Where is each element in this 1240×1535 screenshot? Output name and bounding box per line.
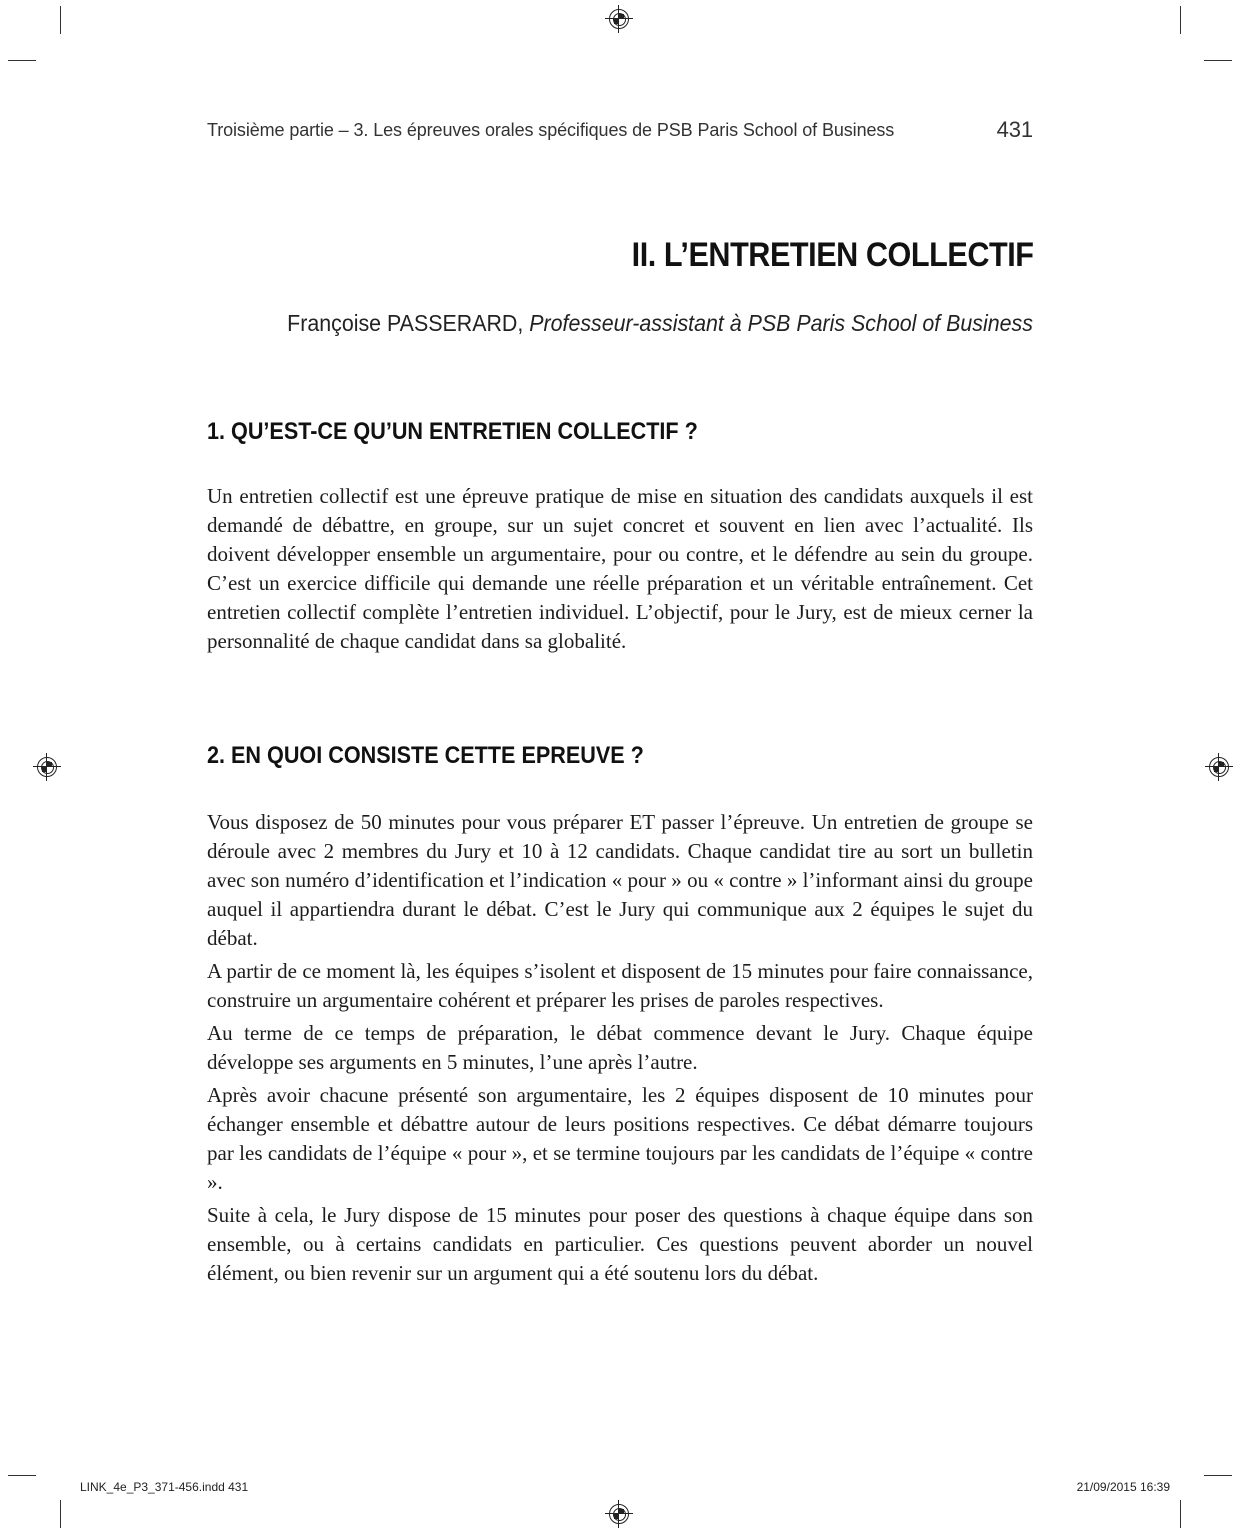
- author-line: [287, 310, 1033, 337]
- paragraph: A partir de ce moment là, les équipes s’isolent et disposent de 15 minutes pour faire connaissance, construire un argumentaire cohérent et préparer les prises de paroles respectives.: [207, 959, 1033, 1012]
- crop-mark: [1180, 6, 1181, 34]
- paragraph: Au terme de ce temps de préparation, le débat commence devant le Jury. Chaque équipe développe ses arguments en 5 minutes, l’une après l’autre.: [207, 1021, 1033, 1074]
- registration-mark-icon: [609, 9, 629, 29]
- crop-mark: [1204, 1475, 1232, 1476]
- author-role: Professeur-assistant à PSB Paris School of Business: [529, 310, 1033, 336]
- section-heading: 2. EN QUOI CONSISTE CETTE EPREUVE ?: [207, 742, 644, 769]
- registration-mark-icon: [1209, 757, 1229, 777]
- registration-mark-icon: [37, 757, 57, 777]
- crop-mark: [60, 1500, 61, 1528]
- crop-mark: [1180, 1500, 1181, 1528]
- crop-mark: [8, 60, 36, 61]
- crop-mark: [60, 6, 61, 34]
- running-title: Troisième partie – 3. Les épreuves orales spécifiques de PSB Paris School of Business: [207, 120, 895, 140]
- author-name: Françoise PASSERARD,: [287, 310, 524, 336]
- paragraph: Suite à cela, le Jury dispose de 15 minutes pour poser des questions à chaque équipe dans son ensemble, ou à certains candidats en particulier. Ces questions peuvent aborder un nouvel élément, ou bien revenir sur un argument qui a été soutenu lors du débat.: [207, 1203, 1033, 1285]
- paragraph: Un entretien collectif est une épreuve pratique de mise en situation des candidats auxquels il est demandé de débattre, en groupe, sur un sujet concret et souvent en lien avec l’actualité. Ils doivent développer ensemble un argumentaire, pour ou contre, et le défendre au sein du groupe. C’est un exercice difficile qui demande une réelle préparation et un véritable entraînement. Cet entretien collectif complète l’entretien individuel. L’objectif, pour le Jury, est de mieux cerner la personnalité de chaque candidat dans sa globalité.: [207, 484, 1033, 653]
- paragraph: Vous disposez de 50 minutes pour vous préparer ET passer l’épreuve. Un entretien de groupe se déroule avec 2 membres du Jury et 10 à 12 candidats. Chaque candidat tire au sort un bulletin avec son numéro d’identification et l’indication « pour » ou « contre » l’informant ainsi du groupe auquel il appartiendra durant le débat. C’est le Jury qui communique aux 2 équipes le sujet du débat.: [207, 810, 1033, 950]
- running-header: [207, 117, 1033, 145]
- section-heading: 1. QU’EST-CE QU’UN ENTRETIEN COLLECTIF ?: [207, 418, 698, 445]
- paragraph: Après avoir chacune présenté son argumentaire, les 2 équipes disposent de 10 minutes pour échanger ensemble et débattre autour de leurs positions respectives. Ce débat démarre toujours par les candidats de l’équipe « pour », et se termine toujours par les candidats de l’équipe « contre ».: [207, 1083, 1033, 1194]
- registration-mark-icon: [609, 1504, 629, 1524]
- section-body: [207, 808, 1033, 1292]
- page-number: 431: [996, 117, 1033, 142]
- slug-file: LINK_4e_P3_371-456.indd 431: [80, 1480, 249, 1494]
- crop-mark: [8, 1475, 36, 1476]
- slug-date: 21/09/2015 16:39: [1076, 1480, 1170, 1494]
- crop-mark: [1204, 60, 1232, 61]
- chapter-title: II. L’ENTRETIEN COLLECTIF: [631, 236, 1033, 274]
- section-body: [207, 482, 1033, 660]
